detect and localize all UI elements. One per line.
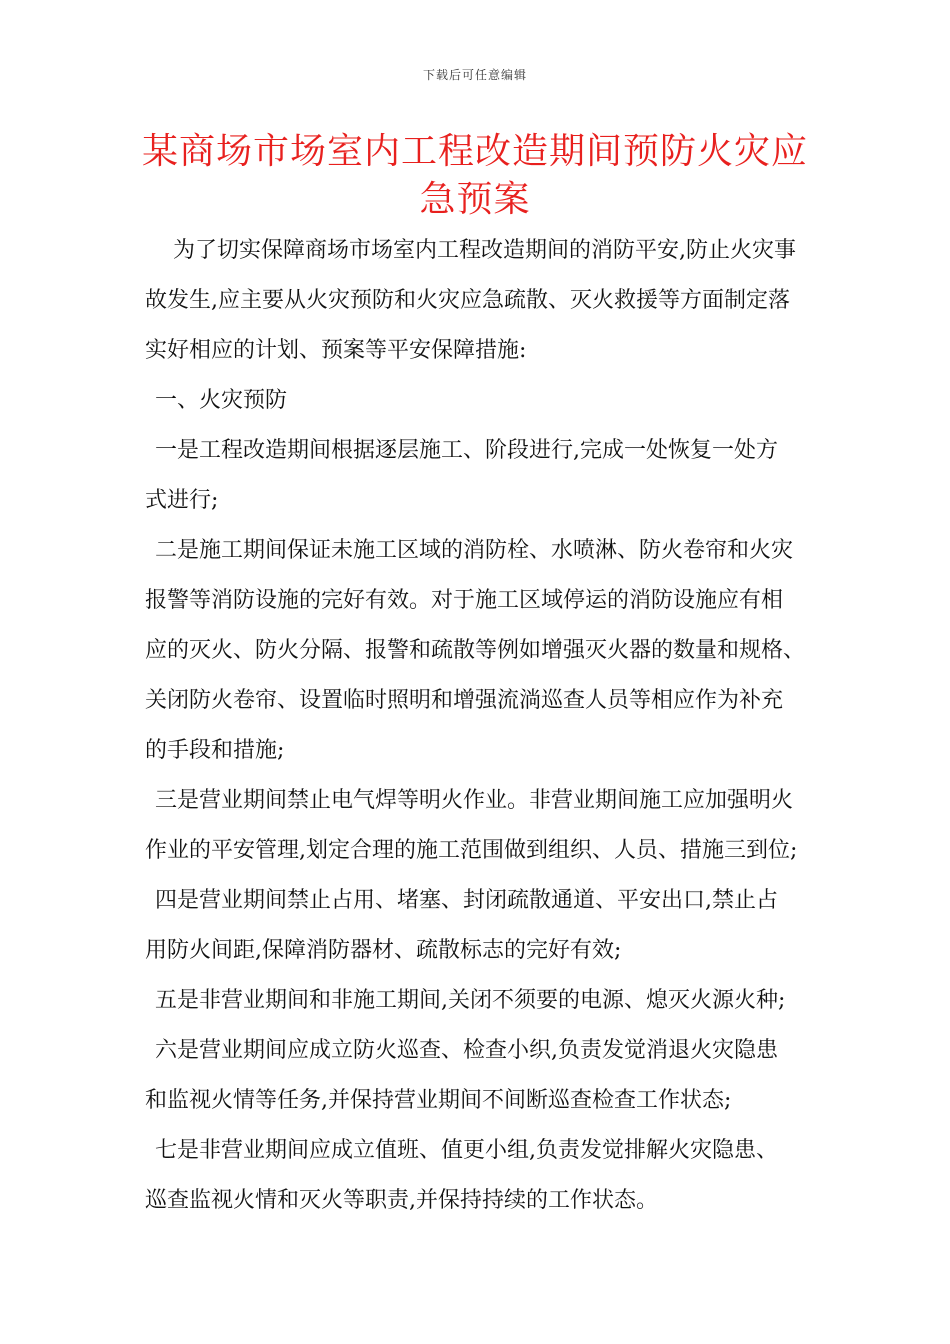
paragraph-line: 七是非营业期间应成立值班、值更小组,负责发觉排解火灾隐患、 bbox=[155, 1138, 778, 1163]
list-item bbox=[145, 426, 815, 526]
paragraph-line: 作业的平安管理,划定合理的施工范围做到组织、人员、措施三到位; bbox=[145, 838, 798, 863]
title-line-2: 急预案 bbox=[419, 179, 531, 220]
paragraph-line: 为了切实保障商场市场室内工程改造期间的消防平安,防止火灾事 bbox=[173, 238, 796, 263]
title-line-1: 某商场市场室内工程改造期间预防火灾应 bbox=[141, 131, 808, 172]
list-item bbox=[145, 976, 815, 1026]
paragraph-line: 关闭防火卷帘、设置临时照明和增强流淌巡查人员等相应作为补充 bbox=[145, 688, 784, 713]
paragraph-line: 四是营业期间禁止占用、堵塞、封闭疏散通道、平安出口,禁止占 bbox=[155, 888, 778, 913]
list-item bbox=[145, 876, 815, 976]
section-heading-text: 一、火灾预防 bbox=[155, 388, 288, 413]
document-title bbox=[100, 128, 850, 224]
paragraph-line: 和监视火情等任务,并保持营业期间不间断巡查检查工作状态; bbox=[145, 1088, 732, 1113]
paragraph-line: 式进行; bbox=[145, 488, 219, 513]
paragraph-line: 一是工程改造期间根据逐层施工、阶段进行,完成一处恢复一处方 bbox=[155, 438, 778, 463]
header-note: 下载后可任意编辑 bbox=[422, 68, 527, 82]
paragraph-line: 巡查监视火情和灭火等职责,并保持持续的工作状态。 bbox=[145, 1188, 658, 1213]
paragraph-line: 用防火间距,保障消防器材、疏散标志的完好有效; bbox=[145, 938, 622, 963]
paragraph-line: 应的灭火、防火分隔、报警和疏散等例如增强灭火器的数量和规格、 bbox=[145, 638, 806, 663]
paragraph-line: 故发生,应主要从火灾预防和火灾应急疏散、灭火救援等方面制定落 bbox=[145, 288, 790, 313]
paragraph-line: 二是施工期间保证未施工区域的消防栓、水喷淋、防火卷帘和火灾 bbox=[155, 538, 794, 563]
list-item bbox=[145, 1026, 815, 1126]
paragraph-line: 的手段和措施; bbox=[145, 738, 285, 763]
section-heading bbox=[145, 376, 815, 426]
paragraph-line: 报警等消防设施的完好有效。对于施工区域停运的消防设施应有相 bbox=[145, 588, 784, 613]
list-item bbox=[145, 526, 815, 776]
list-item bbox=[145, 1126, 815, 1226]
list-item bbox=[145, 776, 815, 876]
document-body bbox=[145, 226, 815, 1226]
paragraph-line: 五是非营业期间和非施工期间,关闭不须要的电源、熄灭火源火种; bbox=[155, 988, 786, 1013]
intro-paragraph bbox=[145, 226, 815, 376]
paragraph-line: 实好相应的计划、预案等平安保障措施: bbox=[145, 338, 527, 363]
paragraph-line: 三是营业期间禁止电气焊等明火作业。非营业期间施工应加强明火 bbox=[155, 788, 794, 813]
paragraph-line: 六是营业期间应成立防火巡查、检查小织,负责发觉消退火灾隐患 bbox=[155, 1038, 778, 1063]
